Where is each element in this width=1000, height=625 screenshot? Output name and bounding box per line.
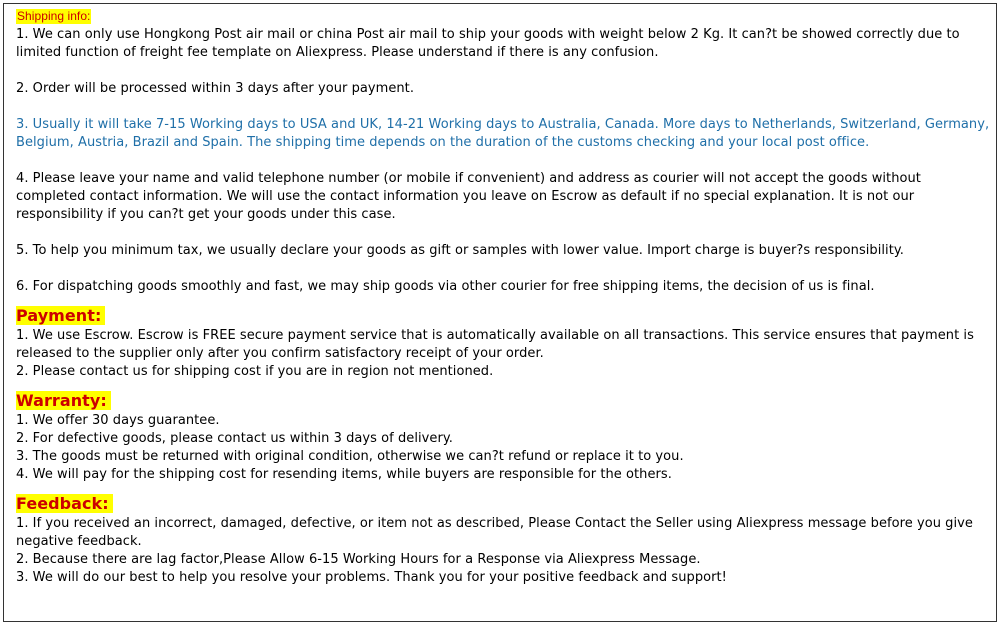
document-content [16, 8, 994, 587]
payment-item-2: 2. Please contact us for shipping cost if you are in region not mentioned. [16, 364, 494, 379]
feedback-section [16, 492, 994, 587]
shipping-info-title: Shipping info: [17, 9, 91, 23]
shipping-item-6: 6. For dispatching goods smoothly and fast, we may ship goods via other courier for free shipping items, the decision of us is final. [16, 279, 875, 294]
shipping-item-3: 3. Usually it will take 7-15 Working days to USA and UK, 14-21 Working days to Australia, Canada. More days to Netherlands, Switzerland, Germany, Belgium, Austria, Brazil and Spain. The shipping time depends on the duration of the customs checking and your local post office. [16, 117, 990, 150]
feedback-item-2: 2. Because there are lag factor,Please Allow 6-15 Working Hours for a Response via Aliexpress Message. [16, 552, 701, 567]
payment-heading: Payment: [16, 306, 105, 325]
shipping-item-5: 5. To help you minimum tax, we usually declare your goods as gift or samples with lower value. Import charge is buyer?s responsibility. [16, 243, 904, 258]
feedback-heading: Feedback: [16, 494, 113, 513]
shipping-item-1: 1. We can only use Hongkong Post air mail or china Post air mail to ship your goods with weight below 2 Kg. It can?t be showed correctly due to limited function of freight fee template on Aliexpress. Please understand if there is any confusion. [16, 27, 960, 60]
warranty-section [16, 389, 994, 484]
warranty-item-1: 1. We offer 30 days guarantee. [16, 413, 220, 428]
feedback-item-3: 3. We will do our best to help you resolve your problems. Thank you for your positive feedback and support! [16, 570, 727, 585]
payment-section [16, 304, 994, 381]
warranty-item-3: 3. The goods must be returned with original condition, otherwise we can?t refund or replace it to you. [16, 449, 684, 464]
shipping-item-2: 2. Order will be processed within 3 days after your payment. [16, 81, 415, 96]
shipping-item-4: 4. Please leave your name and valid telephone number (or mobile if convenient) and address as courier will not accept the goods without completed contact information. We will use the contact information you leave on Escrow as default if no special explanation. It is not our responsibility if you can?t get your goods under this case. [16, 171, 921, 222]
document-frame [3, 3, 997, 622]
payment-item-1: 1. We use Escrow. Escrow is FREE secure payment service that is automatically available on all transactions. This service ensures that payment is released to the supplier only after you confirm satisfactory receipt of your order. [16, 328, 974, 361]
warranty-item-4: 4. We will pay for the shipping cost for resending items, while buyers are responsible for the others. [16, 467, 672, 482]
warranty-heading: Warranty: [16, 391, 111, 410]
warranty-item-2: 2. For defective goods, please contact us within 3 days of delivery. [16, 431, 453, 446]
shipping-section [16, 8, 994, 296]
feedback-item-1: 1. If you received an incorrect, damaged, defective, or item not as described, Please Contact the Seller using Aliexpress message before you give negative feedback. [16, 516, 973, 549]
